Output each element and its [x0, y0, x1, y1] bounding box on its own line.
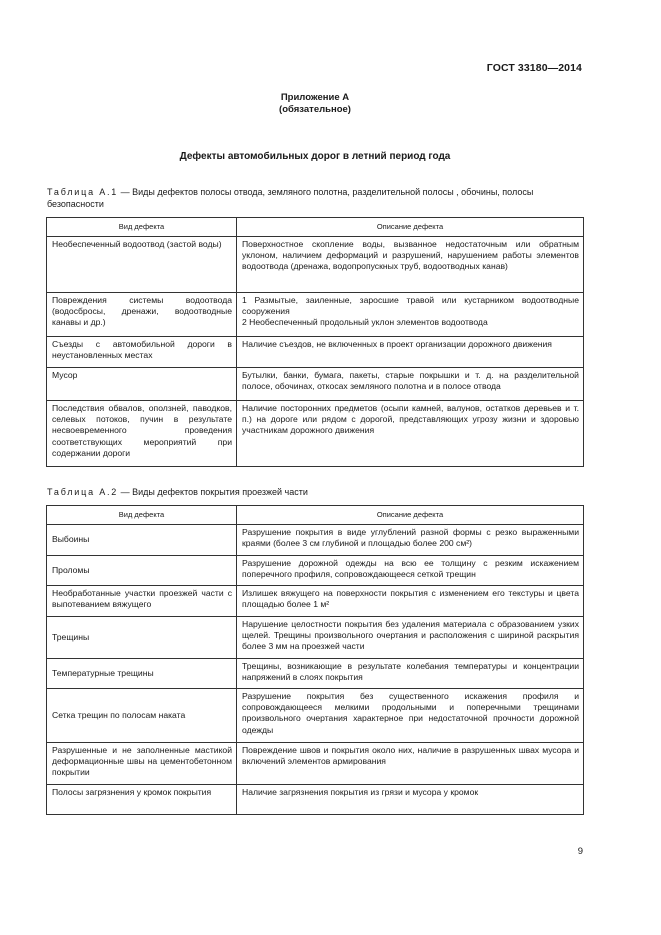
- table1: [46, 217, 584, 467]
- appendix-heading: [0, 92, 630, 116]
- column-header-defect-description: Описание дефекта: [237, 506, 584, 525]
- defect-name: Трещины: [47, 617, 237, 659]
- table2: [46, 505, 584, 815]
- table2-caption: [47, 486, 587, 498]
- table2-caption-text: — Виды дефектов покрытия проезжей части: [118, 487, 308, 497]
- defect-name: Последствия обвалов, оползней, паводков, селевых потоков, пучин в результате несвоевременного проведения соответствующих мероприятий при содержании дороги: [47, 401, 237, 467]
- column-header-defect-type: Вид дефекта: [47, 506, 237, 525]
- defect-description: Повреждение швов и покрытия около них, наличие в разрушенных швах мусора и включений элементов армирования: [237, 743, 584, 785]
- defect-description: Наличие загрязнения покрытия из грязи и мусора у кромок: [237, 785, 584, 815]
- defect-description: 1 Размытые, заиленные, заросшие травой или кустарником водоотводные сооружения 2 Необеспеченный продольный уклон элементов водоотвода: [237, 293, 584, 337]
- table1-label: Таблица А.1: [47, 187, 119, 197]
- defect-description: Наличие съездов, не включенных в проект организации дорожного движения: [237, 337, 584, 368]
- table-row: [47, 659, 584, 689]
- table-row: [47, 401, 584, 467]
- table-row: [47, 586, 584, 617]
- column-header-defect-description: Описание дефекта: [237, 218, 584, 237]
- table-header-row: [47, 506, 584, 525]
- table2-label: Таблица А.2: [47, 487, 119, 497]
- defect-description: Разрушение дорожной одежды на всю ее толщину с резким искажением поперечного профиля, сопровождающееся сеткой трещин: [237, 556, 584, 586]
- appendix-title: Приложение А: [280, 92, 350, 103]
- defect-description: Наличие посторонних предметов (осыпи камней, валунов, остатков деревьев и т. п.) на дороге или рядом с дорогой, представляющих угрозу жизни и здоровью участникам дорожного движения: [237, 401, 584, 467]
- table-header-row: [47, 218, 584, 237]
- table-row: [47, 617, 584, 659]
- table-row: [47, 337, 584, 368]
- defect-name: Полосы загрязнения у кромок покрытия: [47, 785, 237, 815]
- table1-caption: [47, 186, 587, 210]
- defect-name: Повреждения системы водоотвода (водосбросы, дренажи, водоотводные канавы и др.): [47, 293, 237, 337]
- table-row: [47, 556, 584, 586]
- table1-caption-text: — Виды дефектов полосы отвода, земляного полотна, разделительной полосы , обочины, полосы безопасности: [47, 187, 534, 209]
- defect-name: Съезды с автомобильной дороги в неустановленных местах: [47, 337, 237, 368]
- table-row: [47, 368, 584, 401]
- standard-code: ГОСТ 33180—2014: [486, 62, 582, 74]
- table-row: [47, 525, 584, 556]
- table-row: [47, 237, 584, 293]
- table-row: [47, 743, 584, 785]
- defect-description: Нарушение целостности покрытия без удаления материала с образованием узких щелей. Трещины произвольного очертания и расположения с шириной раскрытия более 3 мм на проезжей части: [237, 617, 584, 659]
- defect-description: Разрушение покрытия в виде углублений разной формы с резко выраженными краями (более 3 см глубиной и площадью более 200 см²): [237, 525, 584, 556]
- defect-name: Выбоины: [47, 525, 237, 556]
- defect-description: Разрушение покрытия без существенного искажения профиля и сопровождающееся мелкими продольными и поперечными трещинами произвольного очертания характерное при недостаточной прочности дорожной одежды: [237, 689, 584, 743]
- defect-description: Трещины, возникающие в результате колебания температуры и концентрации напряжений в слоях покрытия: [237, 659, 584, 689]
- section-title: Дефекты автомобильных дорог в летний период года: [179, 151, 451, 162]
- defect-name: Необеспеченный водоотвод (застой воды): [47, 237, 237, 293]
- appendix-status: (обязательное): [279, 104, 351, 115]
- table-row: [47, 293, 584, 337]
- defect-name: Проломы: [47, 556, 237, 586]
- defect-name: Необработанные участки проезжей части с выпотеванием вяжущего: [47, 586, 237, 617]
- defect-name: Разрушенные и не заполненные мастикой деформационные швы на цементобетонном покрытии: [47, 743, 237, 785]
- defect-name: Сетка трещин по полосам наката: [47, 689, 237, 743]
- defect-description: Бутылки, банки, бумага, пакеты, старые покрышки и т. д. на разделительной полосе, обочинах, откосах земляного полотна и в полосе отвода: [237, 368, 584, 401]
- table-row: [47, 689, 584, 743]
- defect-name: Температурные трещины: [47, 659, 237, 689]
- table-row: [47, 785, 584, 815]
- column-header-defect-type: Вид дефекта: [47, 218, 237, 237]
- defect-description: Поверхностное скопление воды, вызванное недостаточным или обратным уклоном, наличием деформаций и разрушений, нарушением работы элементов водоотвода (дренажа, водопропускных труб, водоотводных канав): [237, 237, 584, 293]
- defect-name: Мусор: [47, 368, 237, 401]
- defect-description: Излишек вяжущего на поверхности покрытия с изменением его текстуры и цвета площадью более 1 м²: [237, 586, 584, 617]
- page-number: 9: [577, 846, 583, 857]
